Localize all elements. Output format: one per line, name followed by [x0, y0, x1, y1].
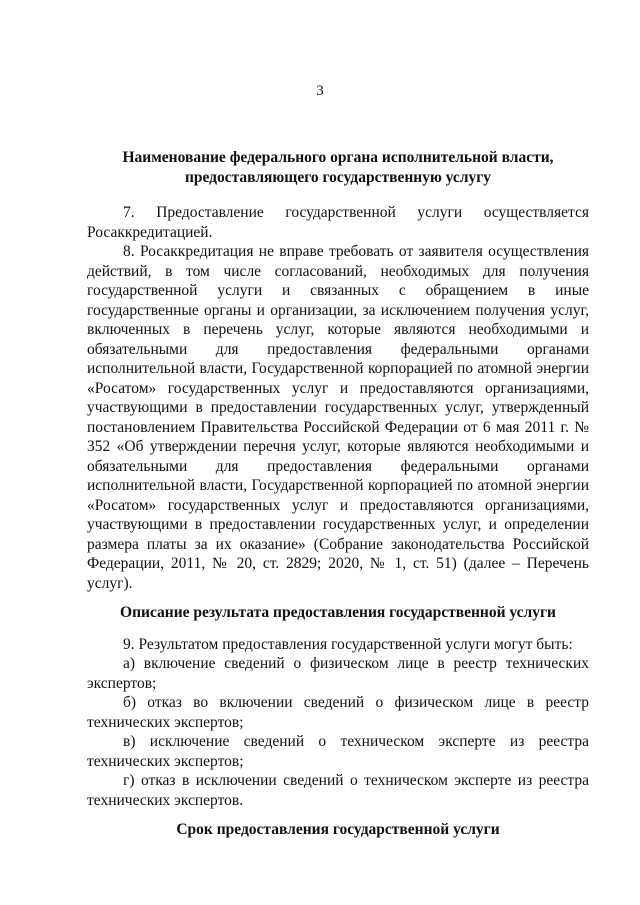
section-heading-authority: [87, 148, 589, 187]
document-body: [87, 148, 589, 840]
page-number: 3: [316, 83, 324, 99]
result-item-d: г) отказ в исключении сведений о техническом эксперте из реестра технических экспертов.: [87, 772, 589, 809]
result-item-b: б) отказ во включении сведений о физическом лице в реестр технических экспертов;: [87, 694, 589, 731]
heading-line: предоставляющего государственную услугу: [184, 168, 492, 186]
paragraph-9: 9. Результатом предоставления государственной услуги могут быть:: [123, 635, 573, 653]
result-item-a: а) включение сведений о физическом лице в реестр технических экспертов;: [87, 655, 589, 692]
paragraph-8: 8. Росаккредитация не вправе требовать от заявителя осуществления действий, в том числе согласований, необходимых для получения государственной услуги и связанных с обращением в иные государственные органы и организации, за исключением получения услуг, включенных в перечень услуг, которые являются необходимыми и обязательными для предоставления федеральными органами исполнительной власти, Государственной корпорацией по атомной энергии «Росатом» государственных услуг и предоставляются организациями, участвующими в предоставлении государственных услуг, утвержденный постановлением Правительства Российской Федерации от 6 мая 2011 г. № 352 «Об утверждении перечня услуг, которые являются необходимыми и обязательными для предоставления федеральными органами исполнительной власти, Государственной корпорацией по атомной энергии «Росатом» государственных услуг и предоставляются организациями, участвующими в предоставлении государственных услуг, и определении размера платы за их оказание» (Собрание законодательства Российской Федерации, 2011, № 20, ст. 2829; 2020, № 1, ст. 51) (далее – Перечень услуг).: [87, 243, 589, 592]
heading-line: Наименование федерального органа исполнительной власти,: [122, 149, 554, 166]
paragraph-7: 7. Предоставление государственной услуги осуществляется Росаккредитацией.: [87, 204, 589, 241]
section-heading-result: Описание результата предоставления государственной услуги: [120, 604, 556, 621]
section-heading-term: Срок предоставления государственной услуги: [176, 821, 500, 838]
result-item-c: в) исключение сведений о техническом эксперте из реестра технических экспертов;: [87, 733, 589, 770]
